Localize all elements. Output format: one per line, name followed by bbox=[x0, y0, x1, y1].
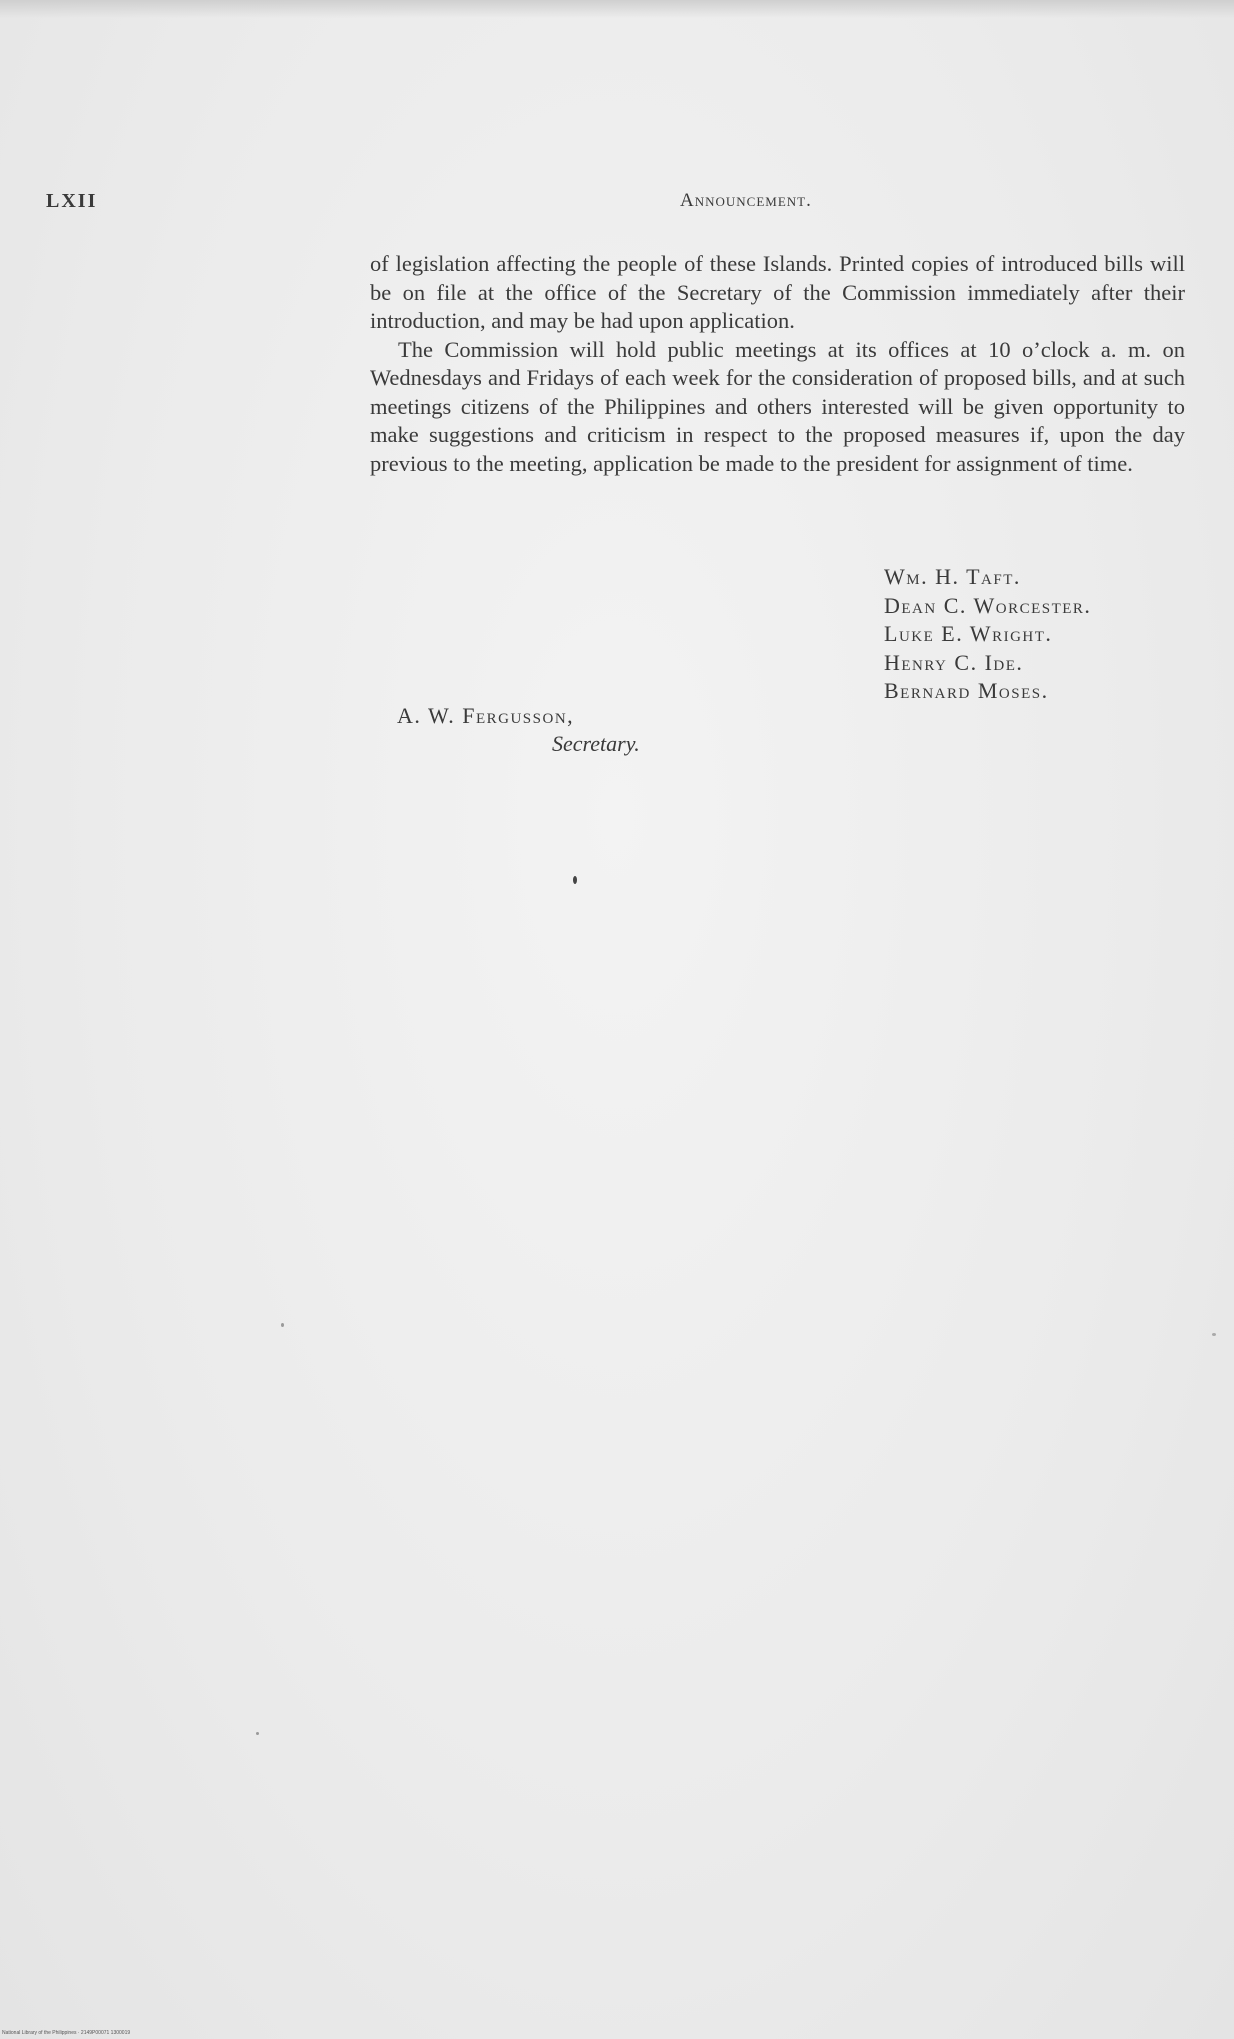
scan-speck bbox=[1212, 1333, 1216, 1336]
signatory-taft: Wm. H. Taft. bbox=[884, 564, 1021, 589]
scan-speck bbox=[281, 1323, 284, 1327]
signatory-worcester: Dean C. Worcester. bbox=[884, 592, 1092, 618]
paragraph-continuation: of legislation affecting the people of these Islands. Printed copies of introduced bills will be on file at the office of the Secretary of the Commission immediately after their introduction, and may be had upon application. bbox=[370, 251, 1185, 333]
running-head: Announcement. bbox=[680, 190, 812, 211]
page-number: LXII bbox=[46, 190, 98, 212]
secretary-name: A. W. Fergusson, bbox=[397, 703, 575, 728]
scan-speck bbox=[573, 876, 577, 884]
scan-speck bbox=[256, 1732, 259, 1735]
secretary-title: Secretary. bbox=[552, 731, 640, 756]
signatory-wright: Luke E. Wright. bbox=[884, 621, 1053, 646]
footer-credit: National Library of the Philippines · 2149P00071 1300019 bbox=[2, 2030, 131, 2036]
signatory-moses: Bernard Moses. bbox=[884, 678, 1049, 703]
paragraph-public-meetings: The Commission will hold public meetings at its offices at 10 o’clock a. m. on Wednesdays and Fridays of each week for the consideration of proposed bills, and at such meetings citizens of the Philippines and others interested will be given opportunity to make suggestions and criticism in respect to the proposed measures if, upon the day previous to the meeting, application be made to the president for assignment of time. bbox=[370, 336, 1185, 476]
signatory-block bbox=[884, 563, 1091, 706]
signatory-ide: Henry C. Ide. bbox=[884, 649, 1024, 675]
body-text bbox=[370, 250, 1185, 478]
scan-edge-shadow bbox=[0, 0, 1234, 18]
